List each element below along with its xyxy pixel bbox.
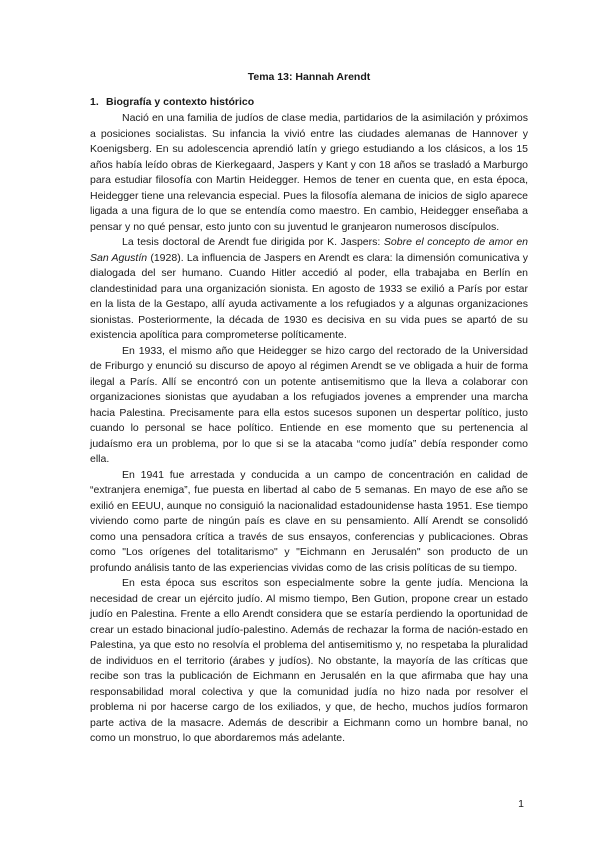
section-title: Biografía y contexto histórico	[106, 96, 255, 108]
document-page	[90, 70, 528, 747]
paragraph-1: Nació en una familia de judíos de clase media, partidarios de la asimilación y próximos a posiciones socialistas. Su infancia la vivió entre las ciudades alemanas de Hannover y Koenigsberg. En su adolescencia aprendió latín y griego estudiando a los clásicos, a los 15 años había leído obras de Kierkegaard, Jaspers y Kant y con 18 años se trasladó a Marburgo para estudiar filosofía con Martin Heidegger. Hemos de tener en cuenta que, en esta época, Heidegger tiene una relevancia especial. Pues la filosofía alemana de inicios de siglo aparece ligada a una figura de lo que se entendía como maestro. En cambio, Heidegger enseñaba a pensar y no qué pensar, esto junto con su juventud le granjearon numerosos discípulos.	[90, 112, 528, 233]
paragraph-2-start: La tesis doctoral de Arendt fue dirigida por K. Jaspers:	[122, 236, 384, 248]
page-number: 1	[518, 798, 524, 810]
paragraph-2	[90, 235, 528, 344]
paragraph-2-end: (1928). La influencia de Jaspers en Arendt es clara: la dimensión comunicativa y dialogada del ser humano. Cuando Hitler accedió al poder, ella trabajaba en Berlín en clandestinidad para una organización sionista. En agosto de 1933 se exilió a París por estar en la lista de la Gestapo, allí ayuda activamente a los refugiados y a algunas organizaciones sionistas. Posteriormente, la década de 1930 es decisiva en su vida pues se apartó de su existencia apolítica para comprometerse políticamente.	[90, 251, 528, 341]
section-heading	[90, 95, 528, 109]
paragraph-3: En 1933, el mismo año que Heidegger se hizo cargo del rectorado de la Universidad de Friburgo y enunció su discurso de apoyo al régimen Arendt se ve obligada a huir de forma ilegal a París. Allí se encontró con un potente antisemitismo que la lleva a colaborar con organizaciones sionistas que ayudaban a los refugiados jovenes a emprender una marcha hacia Palestina. Precisamente para ella estos sucesos suponen un despertar político, justo cuando lo personal se hace político. Entiende en ese momento que su pertenencia al judaísmo era un problema, por lo que si se la atacaba “como judía” debía responder como ella.	[90, 344, 528, 465]
page-title: Tema 13: Hannah Arendt	[247, 71, 371, 83]
paragraph-4: En 1941 fue arrestada y conducida a un campo de concentración en calidad de “extranjera enemiga”, fue puesta en libertad al cabo de 5 semanas. En mayo de ese año se exilió en EEUU, aunque no consiguió la nacionalidad estadounidense hasta 1951. Ese tiempo viviendo como parte de ningún país es clave en su pensamiento. Allí Arendt se consolidó como una pensadora crítica a través de sus ensayos, conferencias y publicaciones. Obras como "Los orígenes del totalitarismo" y "Eichmann en Jerusalén" son producto de un profundo análisis tanto de las experiencias vividas como de las crisis políticas de su tiempo.	[90, 468, 528, 574]
section-number: 1.	[90, 96, 99, 108]
paragraph-5: En esta época sus escritos son especialmente sobre la gente judía. Menciona la necesidad de crear un ejército judío. Al mismo tiempo, Ben Gution, propone crear un estado judío en Palestina. Frente a ello Arendt considera que se estaría perdiendo la oportunidad de crear un estado binacional judío-palestino. Además de rechazar la forma de nación-estado en Palestina, ya que esto no resolvía el problema del antisemitismo y, no respetaba la pluralidad de individuos en el territorio (árabes y judíos). No obstante, la mayoría de las críticas que recibe son tras la publicación de Eichmann en Jerusalén en la que afirmaba que hay una responsabilidad moral colectiva y que la comunidad judía no hizo nada por resolver el problema ni por hacerse cargo de los exiliados, y que, de hecho, muchos judíos formaron parte activa de la masacre. Además de describir a Eichmann como un hombre banal, no como un monstruo, lo que abordaremos más adelante.	[90, 577, 528, 744]
work-title: Sobre el concepto de amor en San Agustín	[90, 236, 528, 264]
